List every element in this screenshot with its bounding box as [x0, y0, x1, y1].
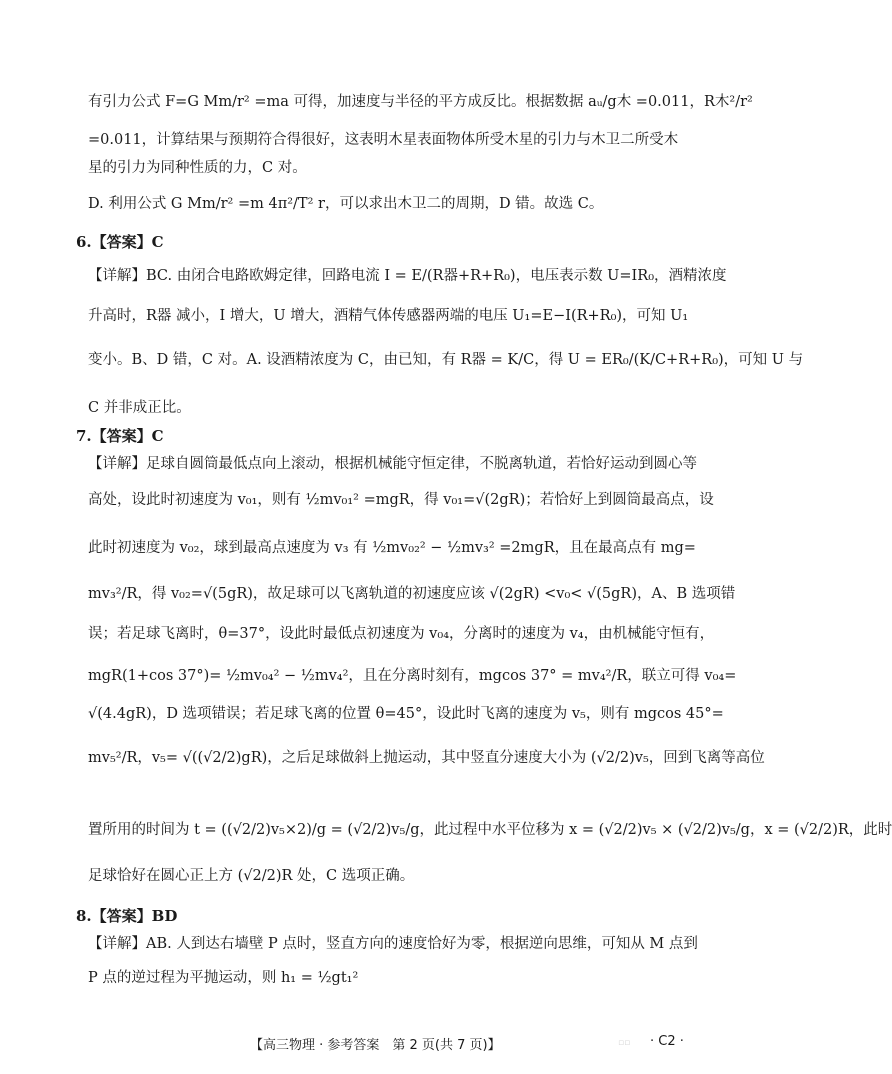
text-line: 足球恰好在圆心正上方 (√2/2)R 处，C 选项正确。: [88, 868, 415, 884]
text-line: 变小。B、D 错，C 对。A. 设酒精浓度为 C，由已知，有 R器 = K/C，得 U = ER₀/(K/C+R+R₀)，可知 U 与: [88, 352, 804, 368]
text-line: 升高时，R器 减小，I 增大，U 增大，酒精气体传感器两端的电压 U₁=E−I(R+R₀)，可知 U₁: [88, 308, 689, 324]
text-line: P 点的逆过程为平抛运动，则 h₁ = ½gt₁²: [88, 970, 359, 986]
answer-heading-7: 7.【答案】C: [76, 427, 164, 445]
faint-mark: ▫▫: [618, 1038, 631, 1048]
text-line: mv₅²/R，v₅= √((√2/2)gR)，之后足球做斜上抛运动，其中竖直分速度大小为 (√2/2)v₅，回到飞离等高位: [88, 750, 765, 766]
text-line: √(4.4gR)，D 选项错误；若足球飞离的位置 θ=45°，设此时飞离的速度为 v₅，则有 mgcos 45°=: [88, 706, 724, 722]
text-line: 此时初速度为 v₀₂，球到最高点速度为 v₃ 有 ½mv₀₂² − ½mv₃² =2mgR，且在最高点有 mg=: [88, 540, 696, 556]
page-footer: [0, 1032, 764, 1060]
text-line: 误；若足球飞离时，θ=37°，设此时最低点初速度为 v₀₄，分离时的速度为 v₄，由机械能守恒有，: [88, 626, 715, 642]
text-line: 【详解】BC. 由闭合电路欧姆定律，回路电流 I = E/(R器+R+R₀)，电压表示数 U=IR₀，酒精浓度: [88, 268, 727, 284]
text-line: D. 利用公式 G Mm/r² =m 4π²/T² r，可以求出木卫二的周期，D 错。故选 C。: [88, 196, 604, 212]
text-line: 星的引力为同种性质的力，C 对。: [88, 160, 307, 176]
text-line: mv₃²/R，得 v₀₂=√(5gR)，故足球可以飞离轨道的初速度应该 √(2gR) <v₀< √(5gR)，A、B 选项错: [88, 586, 736, 602]
text-line: 高处，设此时初速度为 v₀₁，则有 ½mv₀₁² =mgR，得 v₀₁=√(2gR)；若恰好上到圆筒最高点，设: [88, 492, 714, 508]
text-line: 置所用的时间为 t = ((√2/2)v₅×2)/g = (√2/2)v₅/g，此过程中水平位移为 x = (√2/2)v₅ × (√2/2)v₅/g，x = (√2/2)R，此时: [88, 822, 892, 838]
footer-code: · C2 ·: [650, 1034, 684, 1049]
text-line: 有引力公式 F=G Mm/r² =ma 可得，加速度与半径的平方成反比。根据数据 aᵤ/g木 =0.011，R木²/r²: [88, 94, 753, 110]
text-line: C 并非成正比。: [88, 400, 191, 416]
footer-page-info: 【高三物理 · 参考答案 第 2 页(共 7 页)】: [250, 1038, 501, 1053]
text-line: mgR(1+cos 37°)= ½mv₀₄² − ½mv₄²，且在分离时刻有，mgcos 37° = mv₄²/R，联立可得 v₀₄=: [88, 668, 737, 684]
text-line: 【详解】足球自圆筒最低点向上滚动，根据机械能守恒定律，不脱离轨道，若恰好运动到圆心等: [88, 456, 697, 472]
text-line: =0.011，计算结果与预期符合得很好，这表明木星表面物体所受木星的引力与木卫二所受木: [88, 132, 679, 148]
answer-heading-6: 6.【答案】C: [76, 233, 164, 251]
text-line: 【详解】AB. 人到达右墙壁 P 点时，竖直方向的速度恰好为零，根据逆向思维，可知从 M 点到: [88, 936, 698, 952]
answer-heading-8: 8.【答案】BD: [76, 907, 178, 925]
